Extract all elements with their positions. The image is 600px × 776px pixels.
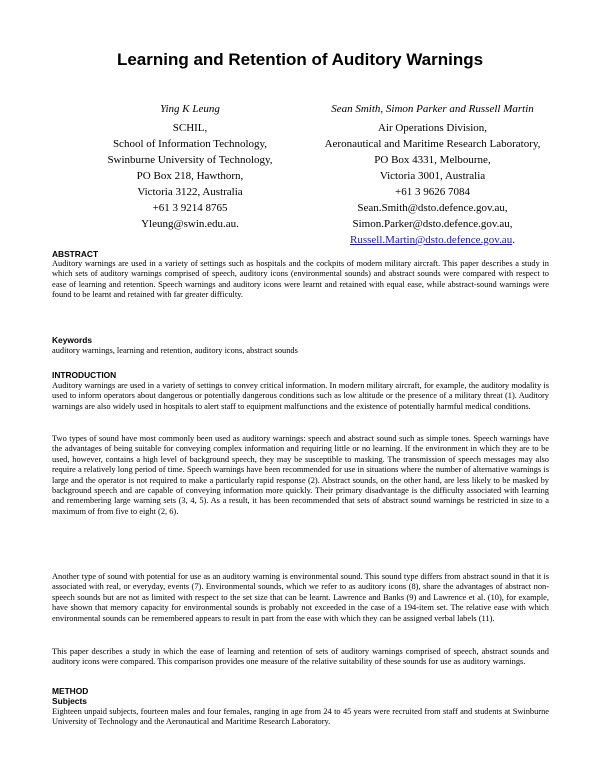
paper-title: Learning and Retention of Auditory Warnings: [116, 50, 484, 69]
email-line: Sean.Smith@dsto.defence.gov.au,: [357, 202, 508, 214]
email-line-with-link: [305, 232, 560, 248]
affiliation-line: School of Information Technology,: [112, 138, 268, 150]
author-names: Sean Smith, Simon Parker and Russell Martin: [331, 103, 534, 115]
subjects-text: Eighteen unpaid subjects, fourteen males and four females, ranging in age from 24 to 45 years were recruited from staff and students at Swinburne University of Technology and the Aeronautical and Maritime Research Laboratory.: [52, 707, 549, 727]
introduction-paragraph: This paper describes a study in which the ease of learning and retention of sets of auditory warnings comprised of speech, abstract sounds and auditory icons were compared. This comparison provides one measure of the relative suitability of these sounds for use as auditory warnings.: [52, 647, 549, 667]
email-line: Simon.Parker@dsto.defence.gov.au,: [352, 218, 513, 230]
method-heading: METHOD: [52, 686, 89, 696]
introduction-paragraph: Auditory warnings are used in a variety of settings to convey critical information. In modern military aircraft, for example, the auditory modality is used to inform operators about dangerous or potentially dangerous conditions such as low altitude or the presence of a military threat (1). Auditory warnings are also widely used in hospitals to alert staff to equipment malfunctions and the existence of potentially harmful medical conditions.: [52, 381, 549, 411]
introduction-paragraph: Another type of sound with potential for use as an auditory warning is environmental sound. This sound type differs from abstract sound in that it is associated with real, or everyday, events (7). Environmental sounds, which we refer to as auditory icons (8), share the advantages of abstract non-speech sounds but are not as limited with respect to the set size that can be learnt. Lawrence and Banks (9) and Lawrence et al. (10), for example, have shown that memory capacity for environmental sounds is probably not exceeded in the case of a 194-item set. The relative ease with which environmental sounds can be remembered appears to result in part from the ease with which they can be assigned verbal labels (11).: [52, 572, 549, 623]
address-line: Victoria 3001, Australia: [379, 170, 486, 182]
introduction-paragraph: Two types of sound have most commonly been used as auditory warnings: speech and abstract sound such as simple tones. Speech warnings have the advantages of being suitable for conveying complex information and requiring little or no learning. If the environment in which they are to be used, however, contains a high level of background speech, they may be susceptible to masking. The transmission of speech messages may also require a relatively long period of time. Speech warnings have been recommended for use in situations where the number of alternative warnings is large and the operator is not required to make a particularly rapid response (2). Abstract sounds, on the other hand, are less likely to be masked by background speech and are capable of conveying information more quickly. Their primary disadvantage is the difficulty associated with learning and remembering large warning sets (3, 4, 5). As a result, it has been recommended that sets of abstract sound warnings be restricted in size to a maximum of from five to eight (2, 6).: [52, 434, 549, 516]
author-block-right: [305, 101, 560, 248]
abstract-text: Auditory warnings are used in a variety of settings such as hospitals and the cockpits of modern military aircraft. This paper describes a study in which sets of auditory warnings comprised of speech, auditory icons (environmental sounds) and abstract sounds were compared with respect to ease of learning and retention. Speech warnings and auditory icons were learnt and retained with equal ease, while abstract-sound warnings were found to be learnt and retained with far greater difficulty.: [52, 259, 549, 300]
email-link[interactable]: Russell.Martin@dsto.defence.gov.au: [350, 234, 513, 246]
affiliation-line: Aeronautical and Maritime Research Laboratory,: [324, 138, 541, 150]
affiliation-line: Air Operations Division,: [377, 122, 488, 134]
introduction-heading: INTRODUCTION: [52, 370, 117, 380]
email-line: Yleung@swin.edu.au.: [141, 218, 239, 230]
address-line: Victoria 3122, Australia: [137, 186, 243, 198]
affiliation-line: Swinburne University of Technology,: [107, 154, 273, 166]
keywords-heading: Keywords: [52, 335, 93, 345]
address-line: PO Box 218, Hawthorn,: [136, 170, 244, 182]
subjects-subheading: Subjects: [52, 696, 87, 706]
author-name: Ying K Leung: [160, 103, 220, 115]
phone-line: +61 3 9626 7084: [395, 186, 470, 198]
author-block-left: [80, 101, 300, 232]
address-line: PO Box 4331, Melbourne,: [374, 154, 491, 166]
affiliation-line: SCHIL,: [172, 122, 208, 134]
keywords-text: auditory warnings, learning and retention, auditory icons, abstract sounds: [52, 346, 298, 355]
email-link-trailer: .: [512, 234, 515, 246]
abstract-heading: ABSTRACT: [52, 249, 99, 259]
phone-line: +61 3 9214 8765: [152, 202, 228, 214]
